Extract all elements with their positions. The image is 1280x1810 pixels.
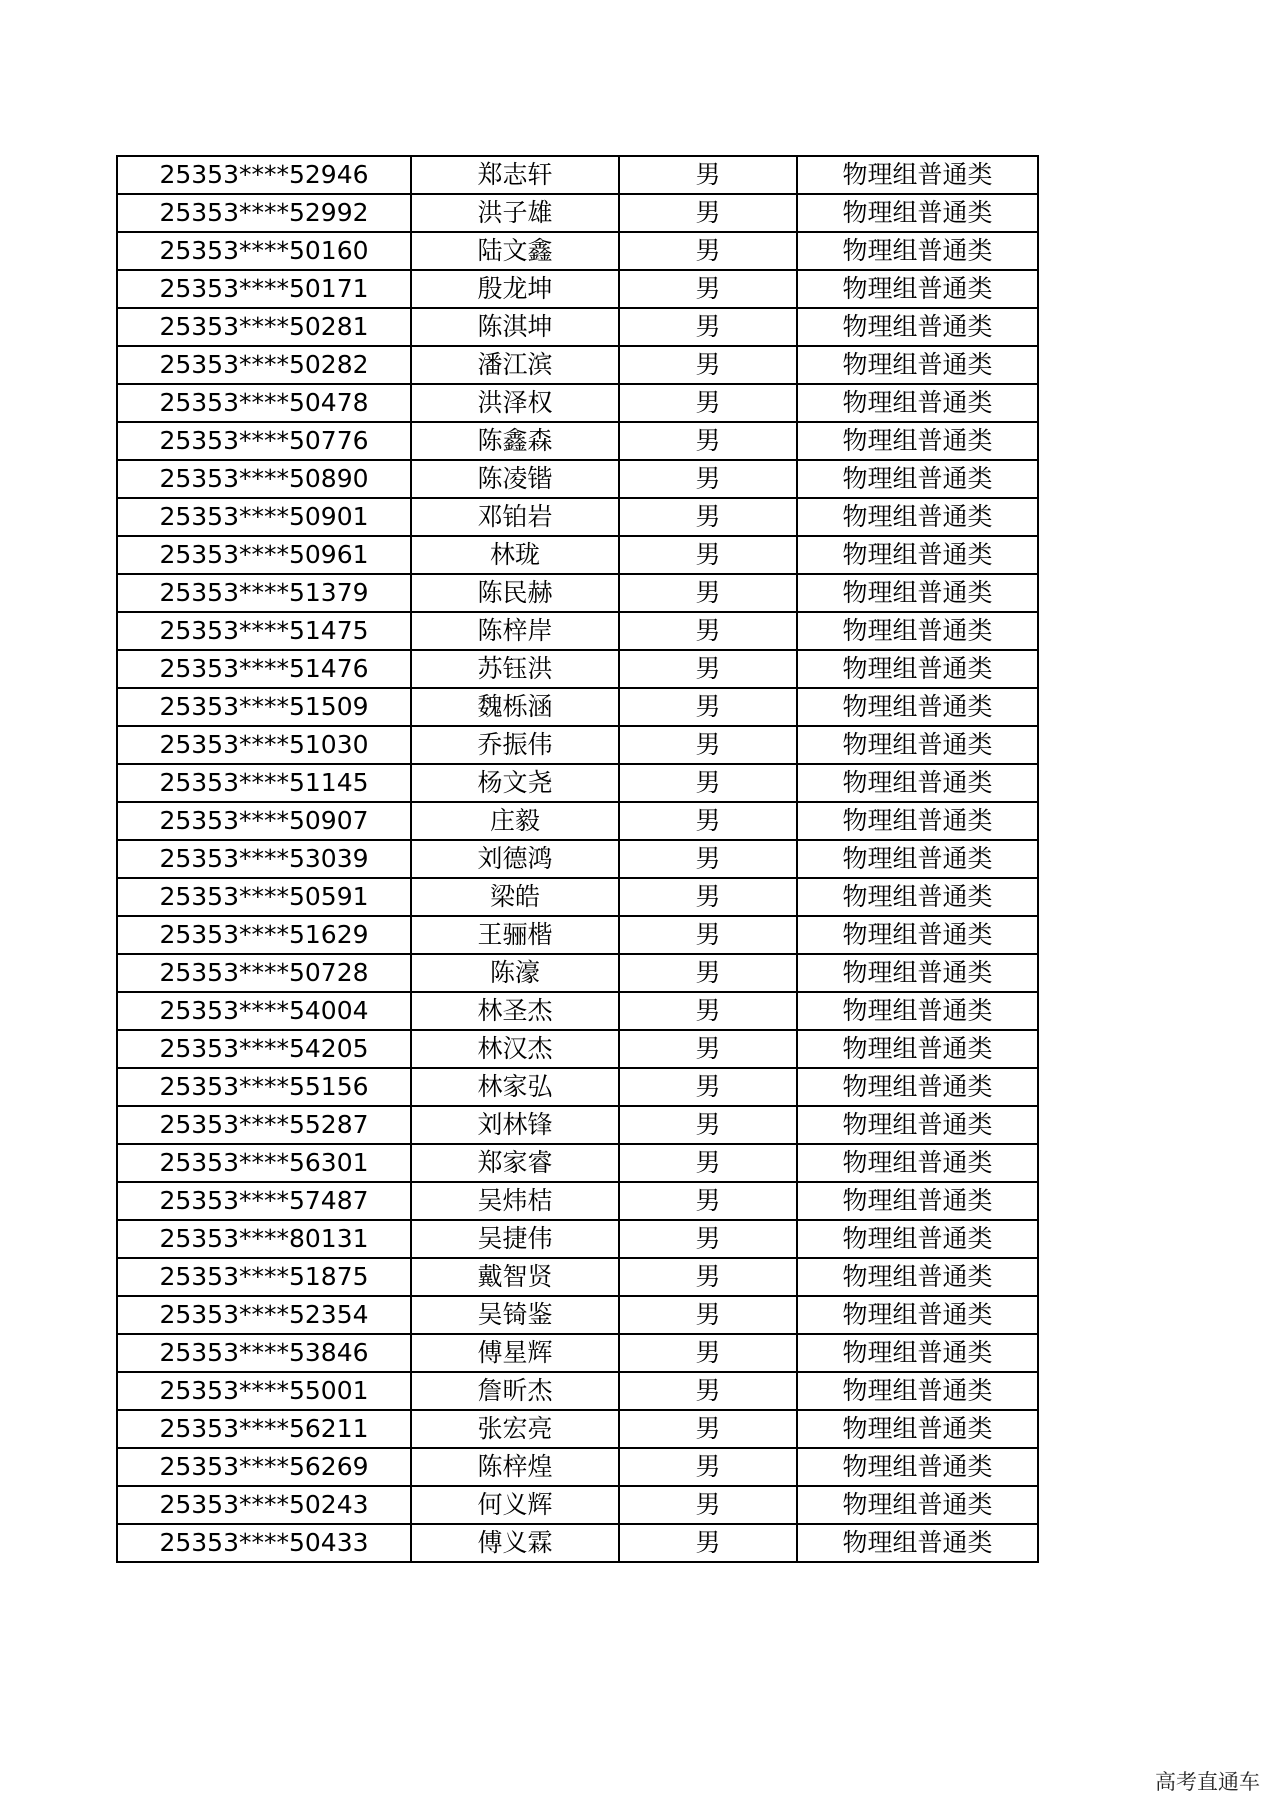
candidate-id-cell: 25353****50243 [117, 1486, 411, 1524]
table-row [117, 1296, 1038, 1334]
student-name-cell: 郑家睿 [411, 1144, 619, 1182]
category-cell: 物理组普通类 [797, 840, 1038, 878]
table-row [117, 612, 1038, 650]
category-cell: 物理组普通类 [797, 1144, 1038, 1182]
table-row [117, 954, 1038, 992]
student-name-cell: 吴锜鉴 [411, 1296, 619, 1334]
table-row [117, 270, 1038, 308]
gender-cell: 男 [619, 1448, 797, 1486]
category-cell: 物理组普通类 [797, 764, 1038, 802]
table-row [117, 1106, 1038, 1144]
student-name-cell: 林家弘 [411, 1068, 619, 1106]
category-cell: 物理组普通类 [797, 802, 1038, 840]
candidate-id-cell: 25353****56269 [117, 1448, 411, 1486]
table-row [117, 460, 1038, 498]
student-name-cell: 殷龙坤 [411, 270, 619, 308]
student-name-cell: 詹昕杰 [411, 1372, 619, 1410]
gender-cell: 男 [619, 1486, 797, 1524]
candidate-id-cell: 25353****52354 [117, 1296, 411, 1334]
category-cell: 物理组普通类 [797, 1220, 1038, 1258]
gender-cell: 男 [619, 1296, 797, 1334]
gender-cell: 男 [619, 232, 797, 270]
candidate-id-cell: 25353****50890 [117, 460, 411, 498]
student-name-cell: 苏钰洪 [411, 650, 619, 688]
table-row [117, 308, 1038, 346]
table-row [117, 1182, 1038, 1220]
candidate-id-cell: 25353****50433 [117, 1524, 411, 1562]
category-cell: 物理组普通类 [797, 1486, 1038, 1524]
table-row [117, 1372, 1038, 1410]
category-cell: 物理组普通类 [797, 422, 1038, 460]
gender-cell: 男 [619, 1220, 797, 1258]
gender-cell: 男 [619, 1182, 797, 1220]
candidate-id-cell: 25353****51875 [117, 1258, 411, 1296]
category-cell: 物理组普通类 [797, 878, 1038, 916]
category-cell: 物理组普通类 [797, 1334, 1038, 1372]
gender-cell: 男 [619, 422, 797, 460]
student-name-cell: 傅星辉 [411, 1334, 619, 1372]
gender-cell: 男 [619, 536, 797, 574]
category-cell: 物理组普通类 [797, 1258, 1038, 1296]
gender-cell: 男 [619, 156, 797, 194]
category-cell: 物理组普通类 [797, 346, 1038, 384]
gender-cell: 男 [619, 308, 797, 346]
table-row [117, 1220, 1038, 1258]
roster-table [116, 155, 1039, 1563]
table-row [117, 346, 1038, 384]
student-name-cell: 王骊楷 [411, 916, 619, 954]
table-row [117, 1030, 1038, 1068]
table-row [117, 650, 1038, 688]
student-name-cell: 林圣杰 [411, 992, 619, 1030]
gender-cell: 男 [619, 916, 797, 954]
candidate-id-cell: 25353****51145 [117, 764, 411, 802]
table-row [117, 384, 1038, 422]
candidate-id-cell: 25353****50478 [117, 384, 411, 422]
student-name-cell: 魏栎涵 [411, 688, 619, 726]
table-row [117, 1486, 1038, 1524]
category-cell: 物理组普通类 [797, 1106, 1038, 1144]
category-cell: 物理组普通类 [797, 232, 1038, 270]
table-row [117, 156, 1038, 194]
table-row [117, 840, 1038, 878]
candidate-id-cell: 25353****80131 [117, 1220, 411, 1258]
category-cell: 物理组普通类 [797, 1372, 1038, 1410]
gender-cell: 男 [619, 1334, 797, 1372]
category-cell: 物理组普通类 [797, 992, 1038, 1030]
category-cell: 物理组普通类 [797, 308, 1038, 346]
category-cell: 物理组普通类 [797, 1410, 1038, 1448]
gender-cell: 男 [619, 1258, 797, 1296]
gender-cell: 男 [619, 954, 797, 992]
category-cell: 物理组普通类 [797, 384, 1038, 422]
gender-cell: 男 [619, 802, 797, 840]
candidate-id-cell: 25353****51476 [117, 650, 411, 688]
student-name-cell: 张宏亮 [411, 1410, 619, 1448]
candidate-id-cell: 25353****55156 [117, 1068, 411, 1106]
table-row [117, 498, 1038, 536]
table-row [117, 992, 1038, 1030]
gender-cell: 男 [619, 764, 797, 802]
table-row [117, 726, 1038, 764]
category-cell: 物理组普通类 [797, 650, 1038, 688]
candidate-id-cell: 25353****51509 [117, 688, 411, 726]
student-name-cell: 邓铂岩 [411, 498, 619, 536]
gender-cell: 男 [619, 840, 797, 878]
gender-cell: 男 [619, 1068, 797, 1106]
student-name-cell: 郑志轩 [411, 156, 619, 194]
gender-cell: 男 [619, 346, 797, 384]
student-name-cell: 吴捷伟 [411, 1220, 619, 1258]
student-name-cell: 傅义霖 [411, 1524, 619, 1562]
gender-cell: 男 [619, 1144, 797, 1182]
gender-cell: 男 [619, 1106, 797, 1144]
candidate-id-cell: 25353****50282 [117, 346, 411, 384]
table-row [117, 688, 1038, 726]
student-name-cell: 陈梓岸 [411, 612, 619, 650]
candidate-id-cell: 25353****50591 [117, 878, 411, 916]
student-name-cell: 戴智贤 [411, 1258, 619, 1296]
gender-cell: 男 [619, 726, 797, 764]
watermark-text: 高考直通车 [1155, 1770, 1260, 1794]
candidate-id-cell: 25353****50281 [117, 308, 411, 346]
gender-cell: 男 [619, 460, 797, 498]
candidate-id-cell: 25353****55001 [117, 1372, 411, 1410]
gender-cell: 男 [619, 688, 797, 726]
student-name-cell: 林珑 [411, 536, 619, 574]
category-cell: 物理组普通类 [797, 460, 1038, 498]
candidate-id-cell: 25353****50776 [117, 422, 411, 460]
category-cell: 物理组普通类 [797, 194, 1038, 232]
table-row [117, 536, 1038, 574]
student-name-cell: 陈民赫 [411, 574, 619, 612]
category-cell: 物理组普通类 [797, 612, 1038, 650]
table-row [117, 232, 1038, 270]
gender-cell: 男 [619, 612, 797, 650]
student-name-cell: 何义辉 [411, 1486, 619, 1524]
candidate-id-cell: 25353****51379 [117, 574, 411, 612]
candidate-id-cell: 25353****51030 [117, 726, 411, 764]
category-cell: 物理组普通类 [797, 688, 1038, 726]
student-name-cell: 陈淇坤 [411, 308, 619, 346]
table-row [117, 1258, 1038, 1296]
candidate-id-cell: 25353****50171 [117, 270, 411, 308]
category-cell: 物理组普通类 [797, 270, 1038, 308]
student-name-cell: 潘江滨 [411, 346, 619, 384]
gender-cell: 男 [619, 1524, 797, 1562]
candidate-id-cell: 25353****52946 [117, 156, 411, 194]
table-row [117, 1144, 1038, 1182]
gender-cell: 男 [619, 1030, 797, 1068]
student-name-cell: 陈梓煌 [411, 1448, 619, 1486]
table-row [117, 764, 1038, 802]
table-row [117, 1410, 1038, 1448]
category-cell: 物理组普通类 [797, 954, 1038, 992]
category-cell: 物理组普通类 [797, 1068, 1038, 1106]
category-cell: 物理组普通类 [797, 574, 1038, 612]
gender-cell: 男 [619, 1372, 797, 1410]
student-name-cell: 陆文鑫 [411, 232, 619, 270]
candidate-id-cell: 25353****51475 [117, 612, 411, 650]
category-cell: 物理组普通类 [797, 1030, 1038, 1068]
candidate-id-cell: 25353****54205 [117, 1030, 411, 1068]
student-name-cell: 刘德鸿 [411, 840, 619, 878]
student-name-cell: 陈鑫森 [411, 422, 619, 460]
student-name-cell: 陈凌锴 [411, 460, 619, 498]
category-cell: 物理组普通类 [797, 916, 1038, 954]
candidate-id-cell: 25353****57487 [117, 1182, 411, 1220]
candidate-id-cell: 25353****56211 [117, 1410, 411, 1448]
gender-cell: 男 [619, 650, 797, 688]
gender-cell: 男 [619, 1410, 797, 1448]
table-row [117, 878, 1038, 916]
candidate-id-cell: 25353****50907 [117, 802, 411, 840]
table-row [117, 916, 1038, 954]
student-name-cell: 陈濠 [411, 954, 619, 992]
category-cell: 物理组普通类 [797, 1448, 1038, 1486]
gender-cell: 男 [619, 992, 797, 1030]
candidate-id-cell: 25353****56301 [117, 1144, 411, 1182]
candidate-id-cell: 25353****51629 [117, 916, 411, 954]
category-cell: 物理组普通类 [797, 498, 1038, 536]
table-row [117, 574, 1038, 612]
table-row [117, 1334, 1038, 1372]
candidate-id-cell: 25353****53846 [117, 1334, 411, 1372]
candidate-id-cell: 25353****50160 [117, 232, 411, 270]
candidate-id-cell: 25353****53039 [117, 840, 411, 878]
gender-cell: 男 [619, 878, 797, 916]
candidate-id-cell: 25353****50901 [117, 498, 411, 536]
candidate-id-cell: 25353****54004 [117, 992, 411, 1030]
category-cell: 物理组普通类 [797, 536, 1038, 574]
student-name-cell: 洪泽权 [411, 384, 619, 422]
candidate-id-cell: 25353****50961 [117, 536, 411, 574]
student-name-cell: 庄毅 [411, 802, 619, 840]
category-cell: 物理组普通类 [797, 156, 1038, 194]
roster-body [117, 156, 1038, 1562]
category-cell: 物理组普通类 [797, 726, 1038, 764]
category-cell: 物理组普通类 [797, 1524, 1038, 1562]
category-cell: 物理组普通类 [797, 1296, 1038, 1334]
gender-cell: 男 [619, 574, 797, 612]
student-name-cell: 梁皓 [411, 878, 619, 916]
table-row [117, 1448, 1038, 1486]
student-name-cell: 林汉杰 [411, 1030, 619, 1068]
candidate-id-cell: 25353****50728 [117, 954, 411, 992]
student-name-cell: 刘林锋 [411, 1106, 619, 1144]
student-name-cell: 洪子雄 [411, 194, 619, 232]
table-row [117, 1524, 1038, 1562]
candidate-id-cell: 25353****55287 [117, 1106, 411, 1144]
table-row [117, 802, 1038, 840]
gender-cell: 男 [619, 270, 797, 308]
student-name-cell: 杨文尧 [411, 764, 619, 802]
table-row [117, 422, 1038, 460]
table-row [117, 194, 1038, 232]
student-name-cell: 吴炜桔 [411, 1182, 619, 1220]
gender-cell: 男 [619, 384, 797, 422]
gender-cell: 男 [619, 498, 797, 536]
table-row [117, 1068, 1038, 1106]
category-cell: 物理组普通类 [797, 1182, 1038, 1220]
gender-cell: 男 [619, 194, 797, 232]
student-name-cell: 乔振伟 [411, 726, 619, 764]
candidate-id-cell: 25353****52992 [117, 194, 411, 232]
